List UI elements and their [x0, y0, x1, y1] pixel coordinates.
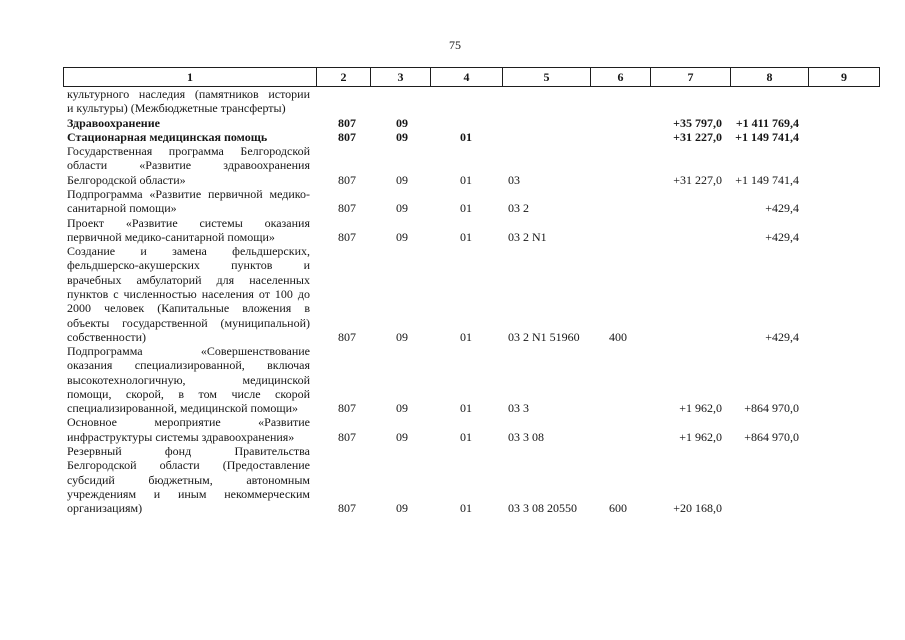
value-col-4: 01: [460, 201, 472, 216]
value-col-3: 09: [396, 115, 408, 130]
value-col-5: 03: [508, 172, 520, 187]
header-cell-col-8: 8: [730, 67, 808, 87]
value-col-4: 01: [460, 172, 472, 187]
value-col-2: 807: [338, 429, 356, 444]
value-col-7: +31 227,0: [673, 172, 722, 187]
description-line: Подпрограмма «Совершенствование: [67, 344, 310, 359]
value-col-3: 09: [396, 429, 408, 444]
description-line: первичной медико-санитарной помощи»: [67, 229, 275, 244]
value-col-4: 01: [460, 129, 472, 144]
description-line: высокотехнологичную, медицинской: [67, 372, 310, 387]
budget-table: [63, 67, 880, 515]
description-line: объекты государственной (муниципальной): [67, 315, 310, 330]
table-row: [63, 116, 880, 130]
value-col-5: 03 2: [508, 201, 529, 216]
header-cell-col-7: 7: [650, 67, 730, 87]
description-line: Основное мероприятие «Развитие: [67, 415, 310, 430]
row-description: [63, 116, 316, 130]
description-line: организациям): [67, 501, 143, 516]
value-col-2: 807: [338, 329, 356, 344]
table-row: [63, 415, 880, 444]
value-col-7: +35 797,0: [673, 115, 722, 130]
value-col-4: 01: [460, 229, 472, 244]
value-col-8: +864 970,0: [744, 401, 799, 416]
value-col-5: 03 3: [508, 401, 529, 416]
description-line: санитарной помощи»: [67, 201, 177, 216]
table-row: [63, 444, 880, 515]
table-header: [63, 67, 880, 87]
row-description: [63, 144, 316, 187]
value-col-2: 807: [338, 172, 356, 187]
value-col-2: 807: [338, 129, 356, 144]
value-col-8: +1 149 741,4: [735, 129, 799, 144]
row-description: [63, 415, 316, 444]
value-col-2: 807: [338, 201, 356, 216]
value-col-8: +429,4: [765, 229, 799, 244]
description-line: Белгородской области (Предоставление: [67, 458, 310, 473]
value-col-2: 807: [338, 501, 356, 516]
value-col-2: 807: [338, 115, 356, 130]
description-line: области «Развитие здравоохранения: [67, 158, 310, 173]
value-col-5: 03 2 N1: [508, 229, 547, 244]
table-row: [63, 87, 880, 116]
row-description: [63, 187, 316, 216]
description-line: Белгородской области»: [67, 172, 186, 187]
value-col-4: 01: [460, 429, 472, 444]
description-line: помощи, скорой, в том числе скорой: [67, 386, 310, 401]
value-col-3: 09: [396, 129, 408, 144]
header-cell-col-4: 4: [430, 67, 502, 87]
table-row: [63, 216, 880, 245]
description-line: собственности): [67, 329, 147, 344]
description-line: 2000 человек (Капитальные вложения в: [67, 301, 310, 316]
description-line: Стационарная медицинская помощь: [67, 129, 268, 144]
value-col-6: 400: [609, 329, 627, 344]
table-body: [63, 87, 880, 515]
description-line: Создание и замена фельдшерских,: [67, 244, 310, 259]
value-col-4: 01: [460, 329, 472, 344]
value-col-7: +20 168,0: [673, 501, 722, 516]
value-col-3: 09: [396, 501, 408, 516]
value-col-5: 03 3 08: [508, 429, 544, 444]
table-row: [63, 144, 880, 187]
row-description: [63, 244, 316, 344]
row-description: [63, 216, 316, 245]
value-col-5: 03 2 N1 51960: [508, 329, 580, 344]
description-line: Здравоохранение: [67, 115, 160, 130]
value-col-3: 09: [396, 329, 408, 344]
value-col-8: +429,4: [765, 329, 799, 344]
value-col-3: 09: [396, 401, 408, 416]
value-col-5: 03 3 08 20550: [508, 501, 577, 516]
value-col-8: +1 149 741,4: [735, 172, 799, 187]
description-line: специализированной, медицинской помощи»: [67, 401, 298, 416]
value-col-3: 09: [396, 172, 408, 187]
value-col-8: +429,4: [765, 201, 799, 216]
header-cell-col-9: 9: [808, 67, 880, 87]
value-col-2: 807: [338, 401, 356, 416]
table-row: [63, 187, 880, 216]
value-col-7: +31 227,0: [673, 129, 722, 144]
table-row: [63, 244, 880, 344]
description-line: культурного наследия (памятников истории: [67, 87, 310, 101]
value-col-7: +1 962,0: [679, 401, 722, 416]
header-cell-col-3: 3: [370, 67, 430, 87]
description-line: врачебных амбулаторий для населенных: [67, 272, 310, 287]
description-line: Государственная программа Белгородской: [67, 144, 310, 159]
description-line: Резервный фонд Правительства: [67, 444, 310, 459]
description-line: Подпрограмма «Развитие первичной медико-: [67, 186, 310, 201]
header-cell-col-2: 2: [316, 67, 370, 87]
row-description: [63, 87, 316, 116]
page-number: 75: [449, 38, 461, 52]
value-col-6: 600: [609, 501, 627, 516]
value-col-4: 01: [460, 501, 472, 516]
description-line: учреждениям и иным некоммерческим: [67, 486, 310, 501]
value-col-8: +864 970,0: [744, 429, 799, 444]
description-line: и культуры) (Межбюджетные трансферты): [67, 101, 286, 116]
header-cell-col-1: 1: [63, 67, 316, 87]
value-col-2: 807: [338, 229, 356, 244]
row-description: [63, 130, 316, 144]
table-row: [63, 130, 880, 144]
table-row: [63, 344, 880, 415]
description-line: субсидий бюджетным, автономным: [67, 472, 310, 487]
description-line: инфраструктуры системы здравоохранения»: [67, 429, 295, 444]
header-cell-col-6: 6: [590, 67, 650, 87]
value-col-8: +1 411 769,4: [735, 115, 799, 130]
description-line: оказания специализированной, включая: [67, 358, 310, 373]
description-line: фельдшерско-акушерских пунктов и: [67, 258, 310, 273]
description-line: Проект «Развитие системы оказания: [67, 215, 310, 230]
value-col-7: +1 962,0: [679, 429, 722, 444]
value-col-4: 01: [460, 401, 472, 416]
value-col-3: 09: [396, 201, 408, 216]
row-description: [63, 444, 316, 515]
description-line: пунктов с численностью населения от 100 до: [67, 286, 310, 301]
header-cell-col-5: 5: [502, 67, 590, 87]
row-description: [63, 344, 316, 415]
value-col-3: 09: [396, 229, 408, 244]
